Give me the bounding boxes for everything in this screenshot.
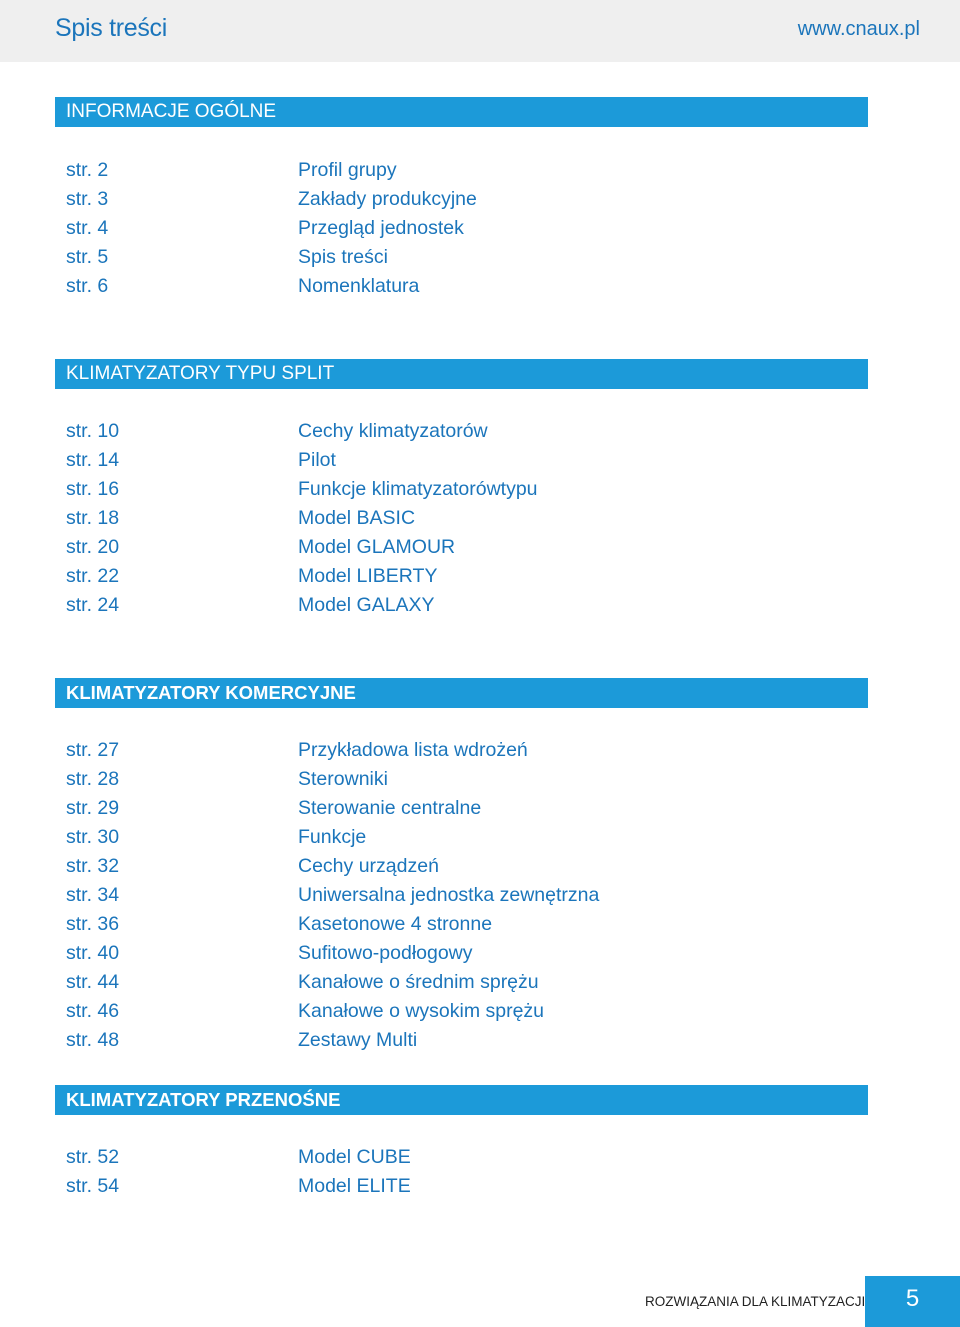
toc-entry[interactable] [66,214,826,243]
toc-entry[interactable] [66,446,826,475]
toc-entry[interactable] [66,794,826,823]
toc-label: Zestawy Multi [298,1029,418,1051]
section-heading-klimatyzatory-split: KLIMATYZATORY TYPU SPLIT [55,359,868,389]
toc-page: str. 14 [66,449,120,471]
section-heading-informacje-ogolne: INFORMACJE OGÓLNE [55,97,868,127]
toc-page: str. 24 [66,594,120,616]
toc-page: str. 6 [66,275,109,297]
section-list-informacje-ogolne [66,156,826,301]
toc-page: str. 5 [66,246,109,268]
toc-entry[interactable] [66,823,826,852]
toc-label: Przykładowa lista wdrożeń [298,739,528,761]
toc-page: str. 46 [66,1000,120,1022]
toc-entry[interactable] [66,852,826,881]
toc-entry[interactable] [66,881,826,910]
toc-label: Model ELITE [298,1175,411,1197]
toc-page: str. 48 [66,1029,120,1051]
toc-page: str. 52 [66,1146,120,1168]
toc-page: str. 3 [66,188,109,210]
toc-entry[interactable] [66,765,826,794]
toc-page: str. 10 [66,420,120,442]
section-list-klimatyzatory-przenosne [66,1143,826,1201]
toc-label: Funkcje klimatyzatorówtypu [298,478,538,500]
toc-page: str. 28 [66,768,120,790]
toc-label: Pilot [298,449,336,471]
toc-entry[interactable] [66,910,826,939]
toc-page: str. 34 [66,884,120,906]
toc-label: Kanałowe o średnim sprężu [298,971,539,993]
toc-label: Model CUBE [298,1146,411,1168]
toc-page: str. 36 [66,913,120,935]
section-heading-klimatyzatory-przenosne: KLIMATYZATORY PRZENOŚNE [55,1085,868,1115]
toc-entry[interactable] [66,1026,826,1055]
toc-label: Sufitowo-podłogowy [298,942,473,964]
toc-entry[interactable] [66,533,826,562]
toc-page: str. 29 [66,797,120,819]
toc-label: Profil grupy [298,159,397,181]
toc-label: Cechy klimatyzatorów [298,420,488,442]
toc-entry[interactable] [66,997,826,1026]
section-list-klimatyzatory-komercyjne [66,736,826,1055]
toc-label: Kanałowe o wysokim sprężu [298,1000,545,1022]
page-number-badge [865,1276,960,1327]
toc-page: str. 54 [66,1175,120,1197]
toc-entry[interactable] [66,968,826,997]
toc-page: str. 16 [66,478,120,500]
toc-label: Sterowniki [298,768,388,790]
toc-entry[interactable] [66,504,826,533]
toc-entry[interactable] [66,243,826,272]
toc-entry[interactable] [66,939,826,968]
toc-page: str. 27 [66,739,120,761]
toc-label: Model LIBERTY [298,565,438,587]
toc-label: Nomenklatura [298,275,420,297]
footer-tagline: ROZWIĄZANIA DLA KLIMATYZACJI [645,1294,866,1309]
page-header [0,0,960,62]
toc-label: Przegląd jednostek [298,217,464,239]
toc-label: Sterowanie centralne [298,797,482,819]
toc-label: Uniwersalna jednostka zewnętrzna [298,884,600,906]
toc-entry[interactable] [66,1143,826,1172]
toc-entry[interactable] [66,736,826,765]
toc-entry[interactable] [66,1172,826,1201]
toc-entry[interactable] [66,562,826,591]
toc-entry[interactable] [66,591,826,620]
toc-entry[interactable] [66,475,826,504]
toc-label: Model GLAMOUR [298,536,456,558]
toc-entry[interactable] [66,185,826,214]
toc-page: str. 4 [66,217,109,239]
toc-label: Kasetonowe 4 stronne [298,913,493,935]
page-number: 5 [905,1285,920,1312]
toc-label: Zakłady produkcyjne [298,188,477,210]
toc-label: Spis treści [298,246,388,268]
toc-entry[interactable] [66,156,826,185]
page-title: Spis treści [55,14,168,42]
section-heading-klimatyzatory-komercyjne: KLIMATYZATORY KOMERCYJNE [55,678,868,708]
toc-entry[interactable] [66,417,826,446]
toc-page: str. 18 [66,507,120,529]
toc-entry[interactable] [66,272,826,301]
toc-page: str. 40 [66,942,120,964]
toc-page: str. 22 [66,565,120,587]
toc-label: Model GALAXY [298,594,435,616]
toc-page: str. 44 [66,971,120,993]
toc-label: Cechy urządzeń [298,855,439,877]
toc-page: str. 30 [66,826,120,848]
toc-page: str. 2 [66,159,109,181]
toc-page: str. 32 [66,855,120,877]
toc-label: Model BASIC [298,507,416,529]
section-list-klimatyzatory-split [66,417,826,620]
toc-page: str. 20 [66,536,120,558]
website-url[interactable]: www.cnaux.pl [797,18,920,40]
toc-label: Funkcje [298,826,367,848]
